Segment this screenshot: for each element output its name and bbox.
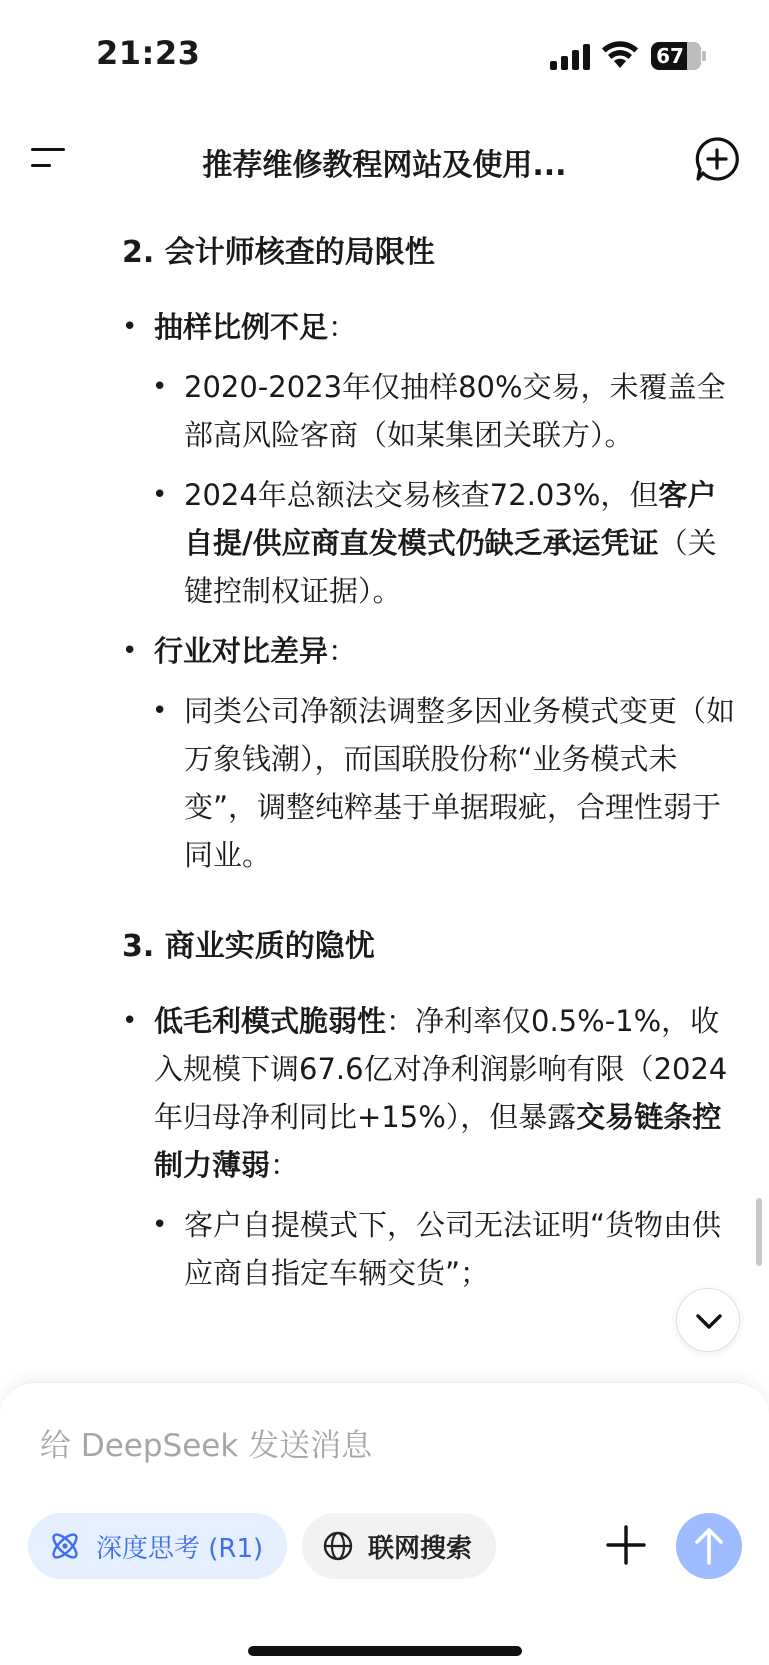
home-indicator [248, 1646, 522, 1656]
chat-title[interactable]: 推荐维修教程网站及使用... [202, 148, 567, 183]
list-item [122, 303, 742, 351]
sub-list-item-text: （关键控制权证据）。 [184, 526, 717, 608]
list-item [122, 627, 742, 675]
globe-icon [322, 1530, 354, 1562]
list-item-bold: 交易链条控制力薄弱 [154, 1100, 722, 1182]
sub-list-item-text: 客户自提模式下，公司无法证明“货物由供应商自指定车辆交货”； [184, 1208, 722, 1290]
sub-list [152, 1201, 742, 1297]
scrollbar[interactable] [756, 1198, 762, 1266]
sub-list-item [152, 1201, 742, 1297]
section-heading: 2. 会计师核查的局限性 [122, 235, 435, 270]
chevron-down-icon [677, 1289, 741, 1353]
sub-list-item [152, 363, 742, 459]
sub-list-item-bold: 客户自提/供应商直发模式仍缺乏承运凭证 [184, 478, 717, 560]
deep-think-toggle[interactable] [28, 1513, 287, 1579]
sub-list-item [152, 687, 742, 879]
list-item-title: 低毛利模式脆弱性 [154, 1004, 387, 1038]
sub-list [152, 687, 742, 879]
sub-list-item-text: 2024年总额法交易核查72.03%，但 [184, 478, 659, 512]
plus-icon[interactable] [602, 1521, 650, 1569]
deep-think-label: 深度思考 (R1) [96, 1533, 264, 1564]
web-search-label: 联网搜索 [368, 1533, 473, 1564]
sub-list-item-text: 2020-2023年仅抽样80%交易，未覆盖全部高风险客商（如某集团关联方）。 [184, 370, 726, 452]
assistant-message [122, 215, 742, 1309]
battery-level: 67 [656, 44, 684, 68]
list-item [122, 997, 742, 1189]
message-input[interactable] [40, 1421, 640, 1471]
list-item-title: 行业对比差异 [154, 634, 329, 668]
new-chat-icon[interactable] [694, 136, 740, 182]
list-item-text: ： [270, 1148, 300, 1182]
menu-button[interactable] [26, 138, 74, 178]
list-item-title: 抽样比例不足 [154, 310, 329, 344]
send-button[interactable] [676, 1513, 742, 1579]
web-search-toggle[interactable] [302, 1513, 496, 1579]
menu-icon [31, 148, 65, 151]
list-item-colon: ： [328, 310, 358, 344]
message-content [0, 215, 769, 1380]
chat-header [0, 120, 769, 200]
signal-icon [550, 44, 592, 70]
battery-icon [651, 42, 701, 70]
status-bar [0, 0, 769, 110]
battery-nub [702, 51, 706, 61]
list-item-text: ：净利率仅0.5%-1%，收入规模下调67.6亿对净利润影响有限（2024年归母净利同比+15%），但暴露 [154, 1004, 728, 1134]
scroll-to-bottom-button[interactable] [676, 1288, 740, 1352]
sub-list-item [152, 471, 742, 615]
sub-list-item-text: 同类公司净额法调整多因业务模式变更（如万象钱潮），而国联股份称“业务模式未变”，调整纯粹基于单据瑕疵，合理性弱于同业。 [184, 694, 736, 872]
wifi-icon [602, 40, 638, 70]
sub-list [152, 363, 742, 615]
composer [0, 1382, 769, 1665]
atom-icon [48, 1529, 82, 1563]
arrow-up-icon [676, 1513, 742, 1579]
section-heading: 3. 商业实质的隐忧 [122, 929, 375, 964]
list-item-colon: ： [328, 634, 358, 668]
status-time: 21:23 [96, 34, 201, 72]
